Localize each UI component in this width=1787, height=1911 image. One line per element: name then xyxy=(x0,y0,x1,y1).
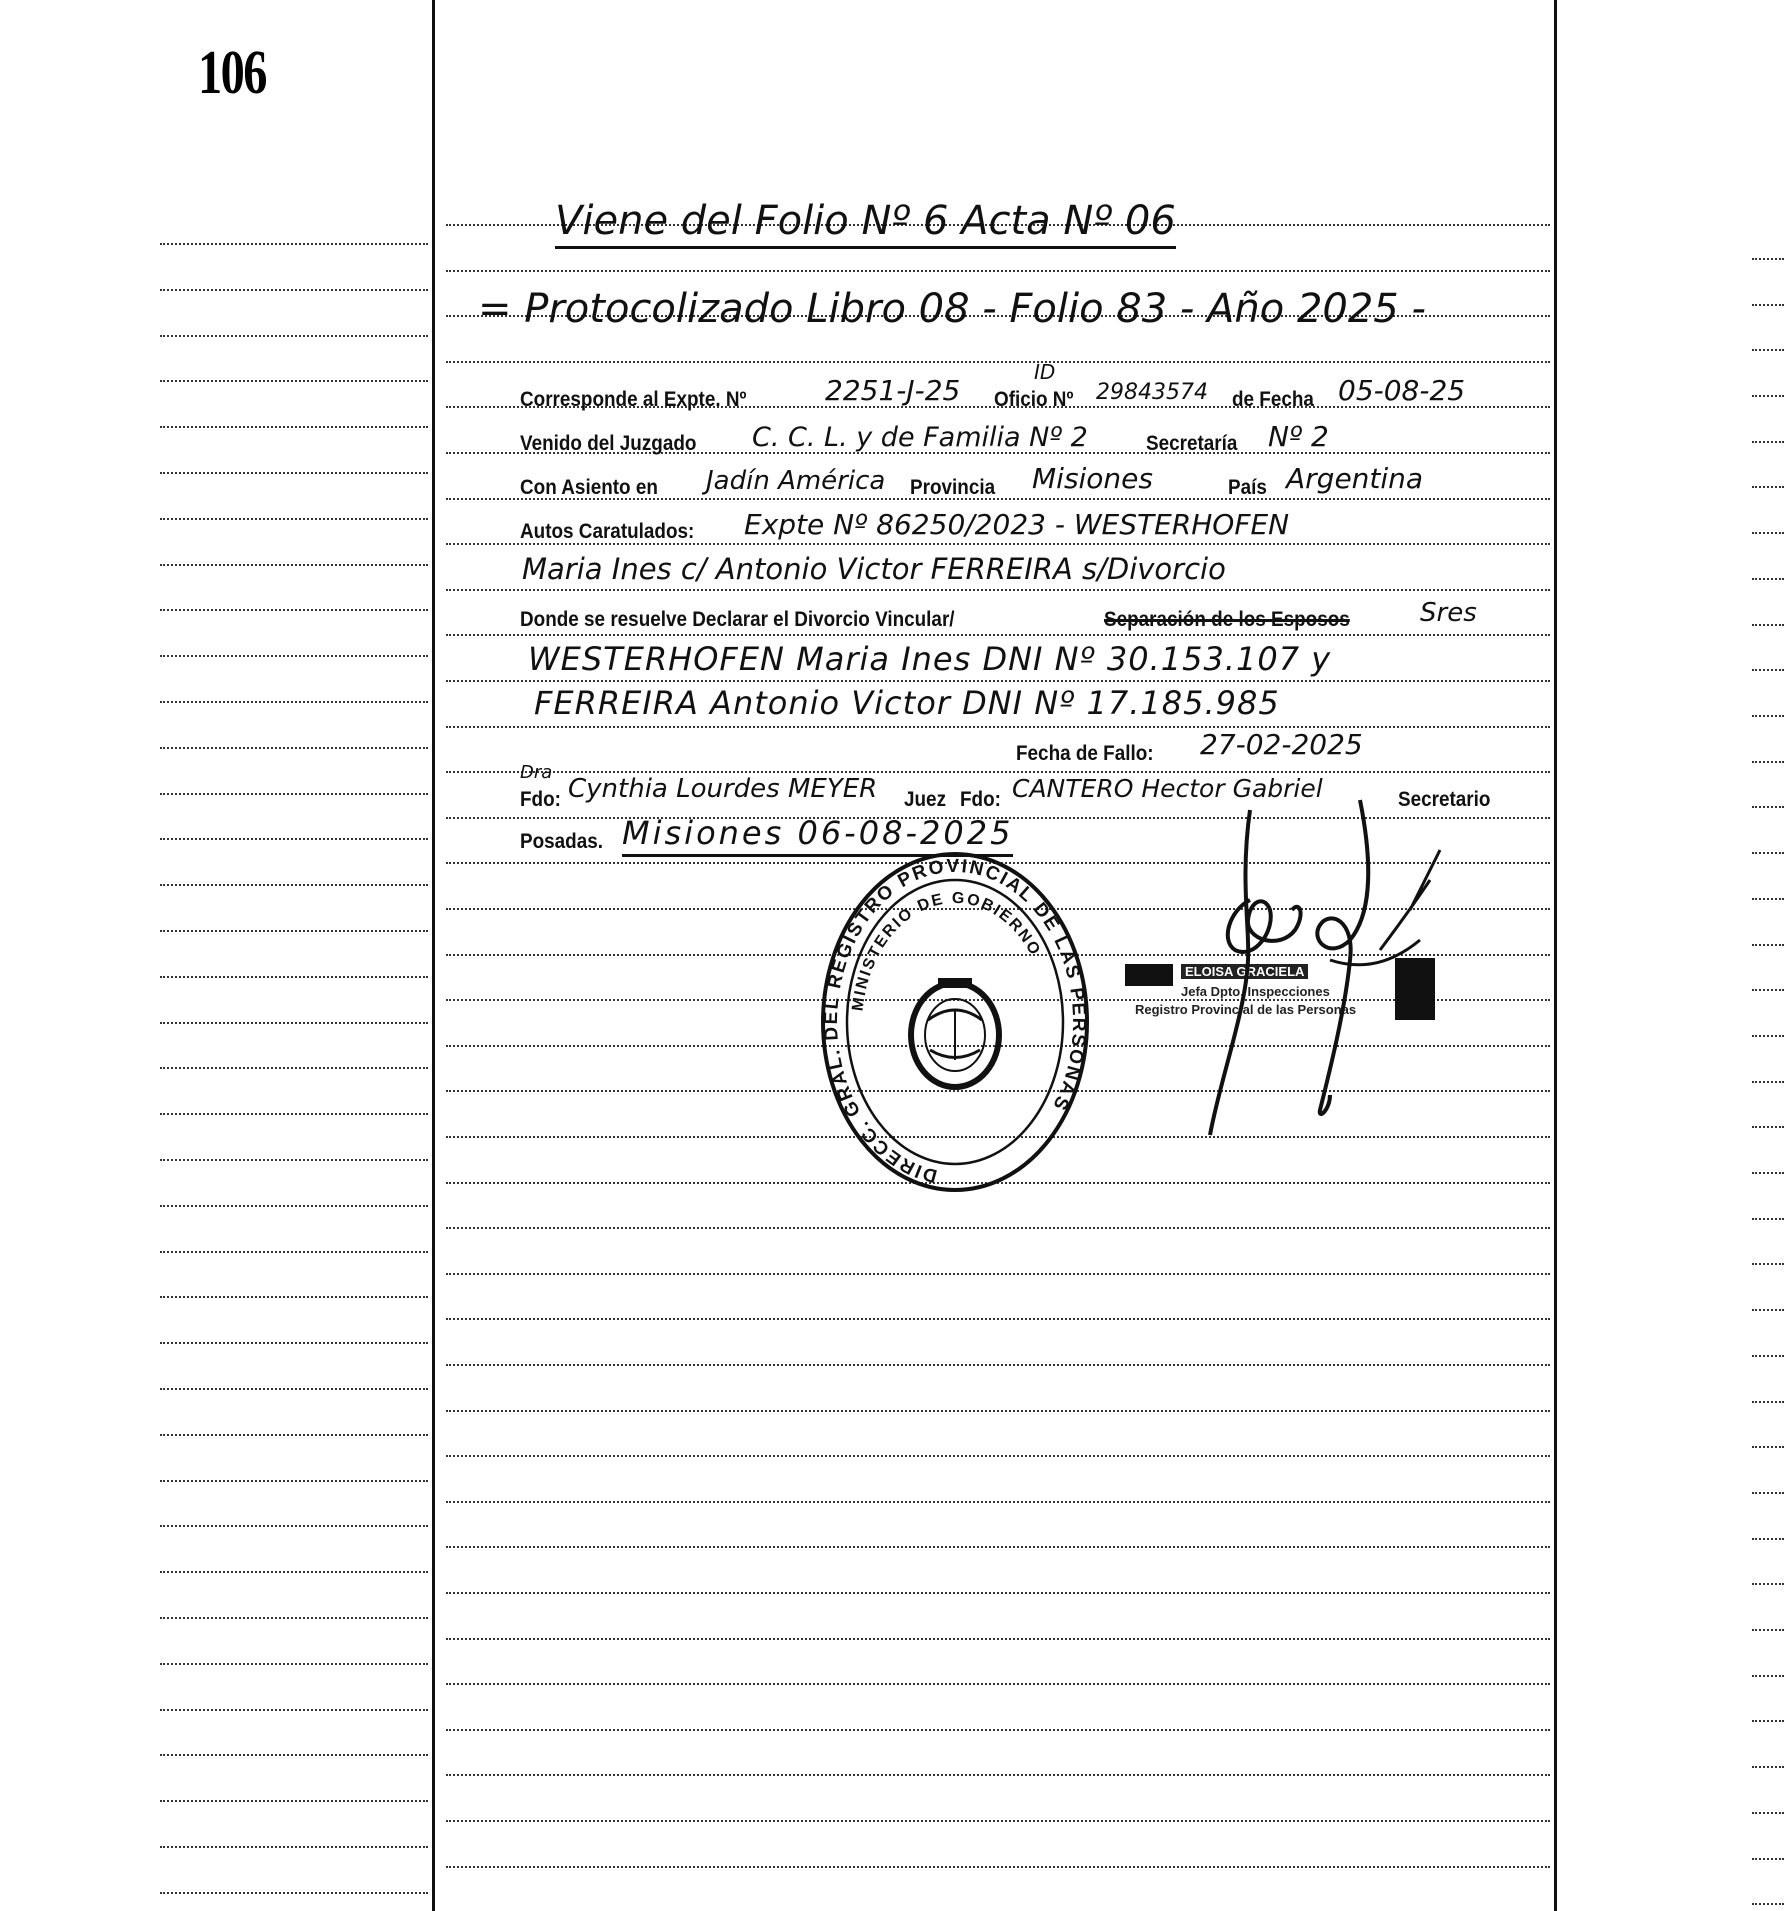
fallo-value: 27-02-2025 xyxy=(1200,728,1363,761)
asiento-label: Con Asiento en xyxy=(520,476,658,499)
secretaria-label: Secretaría xyxy=(1146,432,1238,455)
asiento-value: Jadín América xyxy=(706,466,886,496)
ruling-line xyxy=(160,1892,428,1894)
oficio-label: Oficio Nº xyxy=(994,388,1074,411)
ruling-line xyxy=(446,1227,1550,1229)
handwritten-signature xyxy=(1180,790,1500,1150)
ruling-line xyxy=(446,270,1550,272)
stamp-office: Registro Provincial de las Personas xyxy=(1135,1002,1357,1017)
ruling-line xyxy=(1752,1309,1784,1311)
ruling-line xyxy=(160,1754,428,1756)
ruling-line xyxy=(446,1683,1550,1685)
ruling-line xyxy=(160,1663,428,1665)
ruling-line xyxy=(446,1774,1550,1776)
ruling-line xyxy=(1752,532,1784,534)
autos-value-1: Expte Nº 86250/2023 - WESTERHOFEN xyxy=(744,508,1290,541)
juzgado-label: Venido del Juzgado xyxy=(520,432,697,455)
ruling-line xyxy=(160,1388,428,1390)
ruling-line xyxy=(1752,1035,1784,1037)
stamp-name: ELOISA GRACIELA xyxy=(1181,964,1308,979)
ruling-line xyxy=(446,1546,1550,1548)
donde-struck-text: Separación de los Esposos xyxy=(1104,608,1350,631)
ruling-line xyxy=(160,1022,428,1024)
ruling-line xyxy=(160,1846,428,1848)
juez-value: Cynthia Lourdes MEYER xyxy=(568,774,878,804)
ruling-line xyxy=(160,609,428,611)
ruling-line xyxy=(1752,761,1784,763)
ruling-line xyxy=(446,1501,1550,1503)
expte-value: 2251-J-25 xyxy=(825,374,961,407)
ruling-line xyxy=(160,1571,428,1573)
ruling-line xyxy=(446,1318,1550,1320)
ruling-line xyxy=(160,289,428,291)
provincia-label: Provincia xyxy=(910,476,996,499)
ruling-line xyxy=(1752,1720,1784,1722)
juez-label: Juez xyxy=(904,788,947,811)
ruling-line xyxy=(1752,395,1784,397)
ruling-line xyxy=(1752,669,1784,671)
fdo-label-2: Fdo: xyxy=(960,788,1001,811)
fdo-prefix: Dra xyxy=(520,762,553,783)
ruling-line xyxy=(1752,1903,1784,1905)
ruling-line xyxy=(160,1709,428,1711)
ruling-line xyxy=(1752,715,1784,717)
ruling-line xyxy=(160,1480,428,1482)
ruling-line xyxy=(160,1067,428,1069)
ruling-line xyxy=(160,335,428,337)
ruling-line xyxy=(446,680,1550,682)
seal-outer-text: DIRECC. GRAL. DEL REGISTRO PROVINCIAL DE LAS PERSONAS xyxy=(820,855,1090,1187)
seal-inner-text: MINISTERIO DE GOBIERNO xyxy=(849,889,1044,1012)
ruling-line xyxy=(160,243,428,245)
secretario-label: Secretario xyxy=(1398,788,1491,811)
header-line-2: = Protocolizado Libro 08 - Folio 83 - Año 2025 - xyxy=(478,286,1426,332)
ruling-line xyxy=(160,1617,428,1619)
pais-value: Argentina xyxy=(1286,462,1424,495)
ruling-line xyxy=(1752,852,1784,854)
ruling-line xyxy=(1752,1675,1784,1677)
ruling-line xyxy=(1752,1492,1784,1494)
fecha-value: 05-08-25 xyxy=(1338,374,1466,407)
provincia-value: Misiones xyxy=(1032,462,1153,495)
autos-value-2: Maria Ines c/ Antonio Victor FERREIRA s/Divorcio xyxy=(522,552,1226,586)
fdo-label-1: Fdo: xyxy=(520,788,561,811)
pais-label: País xyxy=(1228,476,1267,499)
ruling-line xyxy=(1752,1766,1784,1768)
ruling-line xyxy=(1752,1858,1784,1860)
ruling-line xyxy=(1752,1218,1784,1220)
ruling-line xyxy=(1752,1172,1784,1174)
ruling-line xyxy=(160,655,428,657)
posadas-value: Misiones 06-08-2025 xyxy=(622,814,1013,857)
ruling-line xyxy=(160,976,428,978)
oficio-value: 29843574 xyxy=(1096,380,1208,405)
ruling-line xyxy=(1752,624,1784,626)
juzgado-value: C. C. L. y de Familia Nº 2 xyxy=(752,422,1088,453)
ruling-line xyxy=(446,1638,1550,1640)
ruling-line xyxy=(160,838,428,840)
ruling-line xyxy=(446,1273,1550,1275)
donde-label: Donde se resuelve Declarar el Divorcio Vincular/ xyxy=(520,608,955,631)
fallo-label: Fecha de Fallo: xyxy=(1016,742,1154,765)
ruling-line xyxy=(160,1342,428,1344)
ruling-line xyxy=(1752,898,1784,900)
ruling-line xyxy=(160,426,428,428)
ruling-line xyxy=(1752,1401,1784,1403)
ruling-line xyxy=(160,1159,428,1161)
ruling-line xyxy=(160,1251,428,1253)
ruling-line xyxy=(446,1364,1550,1366)
ruling-line xyxy=(160,1525,428,1527)
ruling-line xyxy=(160,1434,428,1436)
ruling-line xyxy=(1752,349,1784,351)
ruling-line xyxy=(160,1800,428,1802)
ruling-line xyxy=(1752,1629,1784,1631)
ruling-line xyxy=(1752,1263,1784,1265)
page-number: 106 xyxy=(198,39,266,107)
ruling-line xyxy=(446,726,1550,728)
ruling-line xyxy=(160,472,428,474)
ruling-line xyxy=(446,589,1550,591)
official-seal xyxy=(820,850,1090,1195)
left-margin-line xyxy=(432,0,435,1911)
ruling-line xyxy=(1752,944,1784,946)
secretario-value: CANTERO Hector Gabriel xyxy=(1012,774,1323,803)
coat-of-arms-icon xyxy=(911,978,999,1087)
ruling-line xyxy=(446,1820,1550,1822)
ruling-line xyxy=(446,771,1550,773)
ruling-line xyxy=(1752,441,1784,443)
ruling-line xyxy=(160,564,428,566)
ruling-line xyxy=(1752,1812,1784,1814)
spouse-1: WESTERHOFEN Maria Ines DNI Nº 30.153.107 y xyxy=(528,640,1332,678)
ruling-line xyxy=(160,1296,428,1298)
ruling-line xyxy=(1752,486,1784,488)
ruling-line xyxy=(160,930,428,932)
ruling-line xyxy=(160,1113,428,1115)
autos-label: Autos Caratulados: xyxy=(520,520,695,543)
donde-value: Sres xyxy=(1420,598,1477,628)
spouse-2: FERREIRA Antonio Victor DNI Nº 17.185.985 xyxy=(534,684,1280,722)
ruling-line xyxy=(446,1866,1550,1868)
ruling-line xyxy=(446,634,1550,636)
fecha-label: de Fecha xyxy=(1232,388,1314,411)
ruling-line xyxy=(446,1729,1550,1731)
secretaria-value: Nº 2 xyxy=(1268,420,1329,453)
ruling-line xyxy=(1752,1446,1784,1448)
ruling-line xyxy=(446,1592,1550,1594)
ruling-line xyxy=(1752,258,1784,260)
posadas-label: Posadas. xyxy=(520,830,603,853)
ruling-line xyxy=(1752,1583,1784,1585)
ruling-line xyxy=(160,793,428,795)
expte-label: Corresponde al Expte. Nº xyxy=(520,388,747,411)
ruling-line xyxy=(1752,304,1784,306)
ruling-line xyxy=(1752,1081,1784,1083)
ruling-line xyxy=(160,747,428,749)
ruling-line xyxy=(1752,806,1784,808)
ruling-line xyxy=(446,1410,1550,1412)
oficio-superscript: ID xyxy=(1034,360,1056,384)
right-margin-line xyxy=(1554,0,1557,1911)
ruling-line xyxy=(160,701,428,703)
ruling-line xyxy=(1752,578,1784,580)
stamp-title: Jefa Dpto. Inspecciones xyxy=(1181,984,1330,999)
ruling-line xyxy=(160,518,428,520)
ruling-line xyxy=(1752,1538,1784,1540)
ruling-line xyxy=(160,884,428,886)
header-line-1: Viene del Folio Nº 6 Acta Nº 06 xyxy=(555,198,1176,249)
ruling-line xyxy=(160,1205,428,1207)
ruling-line xyxy=(446,1455,1550,1457)
ruling-line xyxy=(446,361,1550,363)
ruling-line xyxy=(1752,1355,1784,1357)
ruling-line xyxy=(1752,989,1784,991)
ruling-line xyxy=(160,380,428,382)
ruling-line xyxy=(1752,1126,1784,1128)
